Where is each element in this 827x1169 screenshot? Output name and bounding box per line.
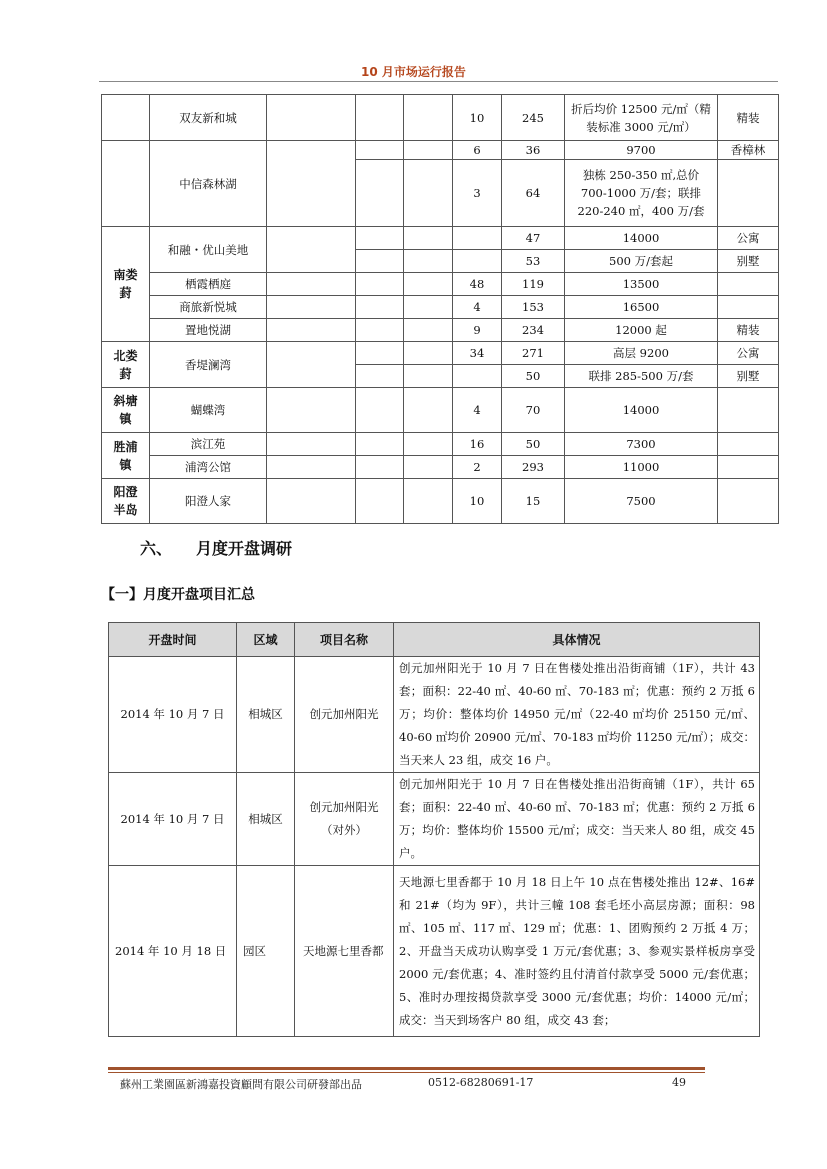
count-cell (453, 250, 502, 273)
table-row (102, 273, 779, 296)
project-name-cell: 创元加州阳光 (295, 657, 394, 773)
count-cell: 271 (502, 342, 565, 365)
table-row (102, 319, 779, 342)
note-cell: 公寓 (718, 342, 779, 365)
column-header: 开盘时间 (109, 623, 237, 657)
count-cell: 48 (453, 273, 502, 296)
footer-divider (108, 1067, 705, 1070)
count-cell: 50 (502, 433, 565, 456)
district-cell (102, 95, 150, 141)
district-cell: 南娄葑 (102, 227, 150, 342)
project-name-cell: 香堤澜湾 (150, 342, 267, 388)
column-header: 区域 (237, 623, 295, 657)
project-name-cell: 商旅新悦城 (150, 296, 267, 319)
table-row (102, 95, 779, 141)
count-cell: 50 (502, 365, 565, 388)
count-cell: 3 (453, 160, 502, 227)
project-name-cell: 双友新和城 (150, 95, 267, 141)
table-row (109, 773, 760, 866)
count-cell: 234 (502, 319, 565, 342)
column-header: 项目名称 (295, 623, 394, 657)
project-name-cell: 中信森林湖 (150, 141, 267, 227)
footer-page-number: 49 (672, 1076, 686, 1089)
count-cell: 10 (453, 479, 502, 524)
count-cell: 153 (502, 296, 565, 319)
project-name-cell: 和融・优山美地 (150, 227, 267, 273)
table-row (109, 657, 760, 773)
count-cell: 4 (453, 296, 502, 319)
project-name-cell: 栖霞栖庭 (150, 273, 267, 296)
price-cell: 16500 (565, 296, 718, 319)
price-cell: 9700 (565, 141, 718, 160)
count-cell: 36 (502, 141, 565, 160)
project-name-cell: 阳澄人家 (150, 479, 267, 524)
footer-phone: 0512-68280691-17 (428, 1076, 534, 1089)
note-cell (718, 273, 779, 296)
note-cell (718, 296, 779, 319)
table-header-row (109, 623, 760, 657)
section-title: 月度开盘调研 (196, 539, 293, 558)
count-cell: 4 (453, 388, 502, 433)
table-row (102, 479, 779, 524)
note-cell (718, 388, 779, 433)
price-cell: 独栋 250-350 ㎡,总价 700-1000 万/套；联排 220-240 ㎡，400 万/套 (565, 160, 718, 227)
table-row (102, 227, 779, 250)
note-cell (718, 160, 779, 227)
price-cell: 11000 (565, 456, 718, 479)
table-row (102, 388, 779, 433)
note-cell (718, 479, 779, 524)
date-cell: 2014 年 10 月 18 日 (109, 866, 237, 1037)
price-cell: 折后均价 12500 元/㎡（精装标准 3000 元/㎡） (565, 95, 718, 141)
table-row (109, 866, 760, 1037)
section-number: 六、 (140, 539, 173, 558)
project-name-cell: 浦湾公馆 (150, 456, 267, 479)
footer-divider (108, 1072, 705, 1073)
project-table (101, 94, 779, 524)
price-cell: 7300 (565, 433, 718, 456)
count-cell: 34 (453, 342, 502, 365)
project-name-cell: 蝴蝶湾 (150, 388, 267, 433)
subsection-title: 【一】月度开盘项目汇总 (101, 587, 255, 603)
table-row (102, 342, 779, 365)
note-cell: 精装 (718, 95, 779, 141)
project-name-cell: 滨江苑 (150, 433, 267, 456)
page-header-title: 10 月市场运行报告 (361, 65, 466, 79)
project-name-cell: 创元加州阳光（对外） (295, 773, 394, 866)
count-cell: 70 (502, 388, 565, 433)
count-cell: 293 (502, 456, 565, 479)
count-cell: 6 (453, 141, 502, 160)
price-cell: 13500 (565, 273, 718, 296)
price-cell: 高层 9200 (565, 342, 718, 365)
detail-cell: 创元加州阳光于 10 月 7 日在售楼处推出沿街商铺（1F），共计 43 套；面积：22-40 ㎡、40-60 ㎡、70-183 ㎡；优惠：预约 2 万抵 6 万；均价：整体均价 14950 元/㎡（22-40 ㎡均价 25150 元/㎡、40-60 ㎡均价 20900 元/㎡、70-183 ㎡均价 11250 元/㎡）；成交：当天来人 23 组，成交 16 户。 (394, 657, 760, 773)
note-cell (718, 456, 779, 479)
detail-cell: 创元加州阳光于 10 月 7 日在售楼处推出沿街商铺（1F），共计 65 套；面积：22-40 ㎡、40-60 ㎡、70-183 ㎡；优惠：预约 2 万抵 6 万；均价：整体均价 15500 元/㎡；成交：当天来人 80 组，成交 45 户。 (394, 773, 760, 866)
project-name-cell: 天地源七里香都 (295, 866, 394, 1037)
price-cell: 7500 (565, 479, 718, 524)
table-row (102, 433, 779, 456)
note-cell: 香樟林 (718, 141, 779, 160)
count-cell (453, 227, 502, 250)
date-cell: 2014 年 10 月 7 日 (109, 657, 237, 773)
count-cell: 119 (502, 273, 565, 296)
count-cell: 16 (453, 433, 502, 456)
note-cell: 别墅 (718, 250, 779, 273)
count-cell: 10 (453, 95, 502, 141)
district-cell: 胜浦镇 (102, 433, 150, 479)
price-cell: 14000 (565, 227, 718, 250)
count-cell: 9 (453, 319, 502, 342)
opening-summary-table (108, 622, 760, 1037)
price-cell: 14000 (565, 388, 718, 433)
district-cell: 北娄葑 (102, 342, 150, 388)
note-cell: 别墅 (718, 365, 779, 388)
price-cell: 500 万/套起 (565, 250, 718, 273)
column-header: 具体情况 (394, 623, 760, 657)
note-cell (718, 433, 779, 456)
count-cell: 47 (502, 227, 565, 250)
note-cell: 精装 (718, 319, 779, 342)
count-cell: 64 (502, 160, 565, 227)
count-cell: 2 (453, 456, 502, 479)
table-row (102, 456, 779, 479)
date-cell: 2014 年 10 月 7 日 (109, 773, 237, 866)
district-cell: 阳澄半岛 (102, 479, 150, 524)
project-name-cell: 置地悦湖 (150, 319, 267, 342)
count-cell: 15 (502, 479, 565, 524)
area-cell: 相城区 (237, 657, 295, 773)
area-cell: 园区 (237, 866, 295, 1037)
price-cell: 联排 285-500 万/套 (565, 365, 718, 388)
count-cell: 53 (502, 250, 565, 273)
table-row (102, 141, 779, 160)
table-row (102, 296, 779, 319)
header-divider (99, 81, 778, 82)
note-cell: 公寓 (718, 227, 779, 250)
count-cell: 245 (502, 95, 565, 141)
detail-cell: 天地源七里香都于 10 月 18 日上午 10 点在售楼处推出 12#、16#和 21#（均为 9F），共计三幢 108 套毛坯小高层房源；面积：98 ㎡、105 ㎡、117 ㎡、129 ㎡；优惠：1、团购预约 2 万抵 4 万；2、开盘当天成功认购享受 1 万元/套优惠；3、参观实景样板房享受 2000 元/套优惠；4、准时签约且付清首付款享受 5000 元/套优惠；5、准时办理按揭贷款享受 3000 元/套优惠；均价：14000 元/㎡；成交：当天到场客户 80 组，成交 43 套； (394, 866, 760, 1037)
area-cell: 相城区 (237, 773, 295, 866)
footer-company: 蘇州工業園區新鴻嘉投資顧問有限公司研發部出品 (120, 1078, 362, 1091)
district-cell: 斜塘镇 (102, 388, 150, 433)
price-cell: 12000 起 (565, 319, 718, 342)
count-cell (453, 365, 502, 388)
